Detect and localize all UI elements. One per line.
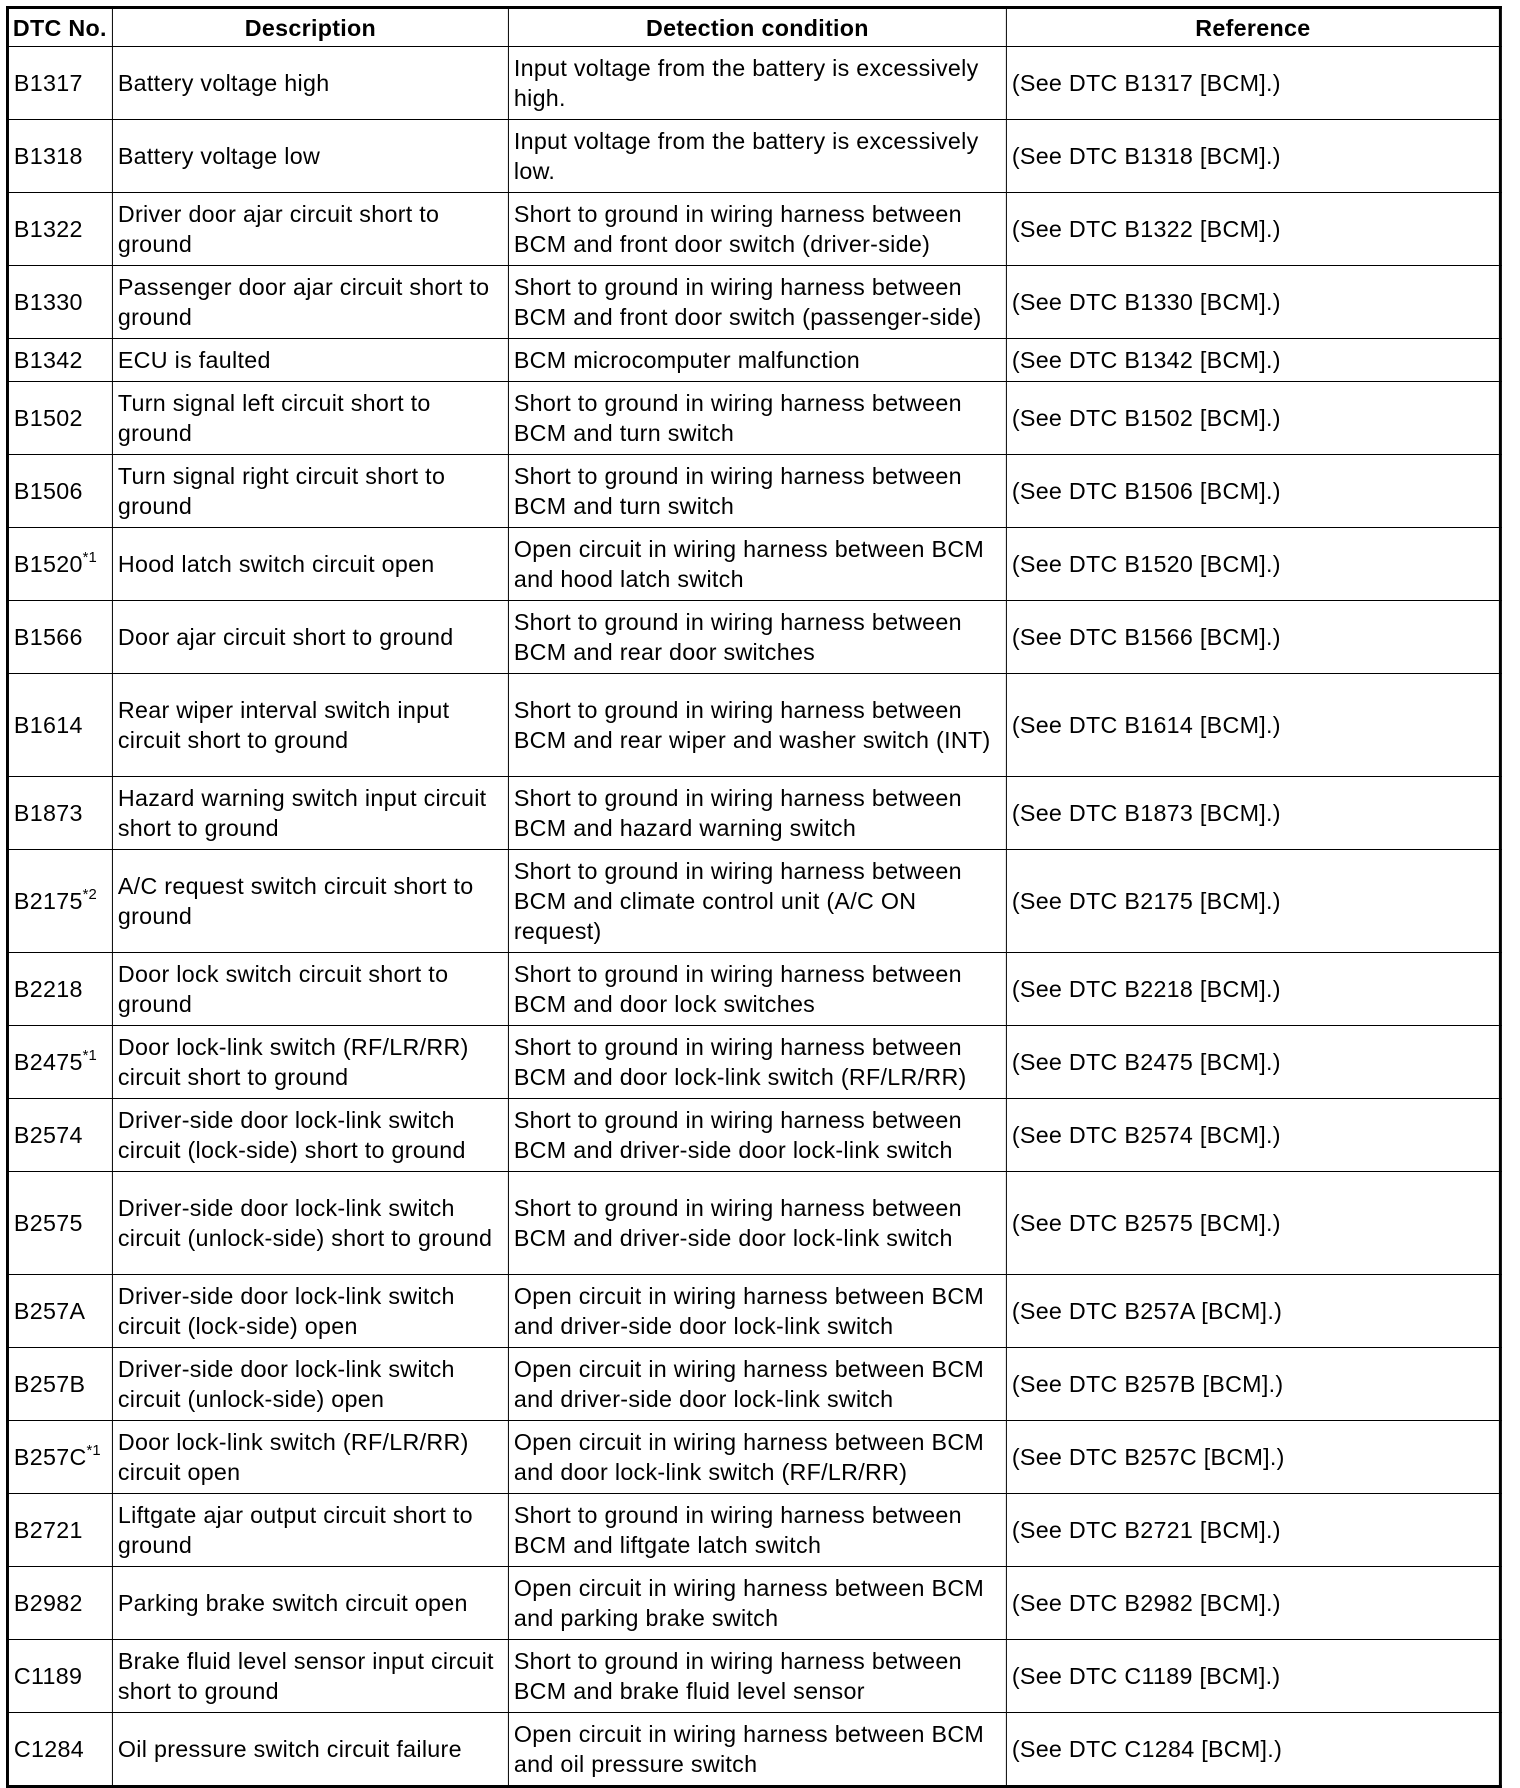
dtc-code: B2721 — [13, 1517, 83, 1543]
table-row — [7, 339, 1500, 382]
description-cell: Battery voltage low — [112, 120, 508, 193]
dtc-code: B2218 — [13, 976, 83, 1002]
reference-cell: (See DTC B257C [BCM].) — [1006, 1421, 1500, 1494]
reference-cell: (See DTC B257A [BCM].) — [1006, 1275, 1500, 1348]
dtc-cell — [7, 193, 112, 266]
dtc-cell — [7, 777, 112, 850]
condition-cell: Open circuit in wiring harness between BCM and door lock-link switch (RF/LR/RR) — [508, 1421, 1006, 1494]
dtc-cell — [7, 1494, 112, 1567]
dtc-cell — [7, 120, 112, 193]
footnote-marker: *1 — [82, 549, 97, 567]
reference-cell: (See DTC B1520 [BCM].) — [1006, 528, 1500, 601]
dtc-cell — [7, 1567, 112, 1640]
condition-cell: Short to ground in wiring harness between BCM and turn switch — [508, 382, 1006, 455]
dtc-cell — [7, 1172, 112, 1275]
description-cell: Battery voltage high — [112, 47, 508, 120]
reference-cell: (See DTC B2575 [BCM].) — [1006, 1172, 1500, 1275]
description-cell: ECU is faulted — [112, 339, 508, 382]
table-row — [7, 266, 1500, 339]
condition-cell: Short to ground in wiring harness between BCM and rear wiper and washer switch (INT) — [508, 674, 1006, 777]
reference-cell: (See DTC B1873 [BCM].) — [1006, 777, 1500, 850]
header-dtc-no: DTC No. — [7, 8, 112, 47]
table-row — [7, 455, 1500, 528]
reference-cell: (See DTC B1318 [BCM].) — [1006, 120, 1500, 193]
table-row — [7, 1026, 1500, 1099]
description-cell: A/C request switch circuit short to ground — [112, 850, 508, 953]
dtc-code: B1614 — [13, 712, 83, 738]
dtc-code: B1502 — [13, 405, 83, 431]
footnote-marker: *2 — [82, 886, 97, 904]
document-page — [6, 6, 1499, 1777]
reference-cell: (See DTC B257B [BCM].) — [1006, 1348, 1500, 1421]
description-cell: Door lock-link switch (RF/LR/RR) circuit open — [112, 1421, 508, 1494]
dtc-cell — [7, 266, 112, 339]
table-row — [7, 1567, 1500, 1640]
table-row — [7, 674, 1500, 777]
reference-cell: (See DTC B1566 [BCM].) — [1006, 601, 1500, 674]
reference-cell: (See DTC B1317 [BCM].) — [1006, 47, 1500, 120]
table-row — [7, 1713, 1500, 1787]
dtc-code: B257B — [13, 1371, 86, 1397]
description-cell: Driver-side door lock-link switch circuit (lock-side) open — [112, 1275, 508, 1348]
reference-cell: (See DTC C1189 [BCM].) — [1006, 1640, 1500, 1713]
description-cell: Parking brake switch circuit open — [112, 1567, 508, 1640]
description-cell: Hazard warning switch input circuit short to ground — [112, 777, 508, 850]
condition-cell: Short to ground in wiring harness between BCM and hazard warning switch — [508, 777, 1006, 850]
dtc-cell — [7, 601, 112, 674]
dtc-code: B1506 — [13, 478, 83, 504]
dtc-cell — [7, 850, 112, 953]
dtc-code: B1566 — [13, 624, 83, 650]
table-row — [7, 1172, 1500, 1275]
condition-cell: Input voltage from the battery is excessively low. — [508, 120, 1006, 193]
reference-cell: (See DTC B1342 [BCM].) — [1006, 339, 1500, 382]
condition-cell: Short to ground in wiring harness between BCM and driver-side door lock-link switch — [508, 1099, 1006, 1172]
table-row — [7, 601, 1500, 674]
condition-cell: Short to ground in wiring harness between BCM and rear door switches — [508, 601, 1006, 674]
table-row — [7, 777, 1500, 850]
reference-cell: (See DTC B2721 [BCM].) — [1006, 1494, 1500, 1567]
condition-cell: Short to ground in wiring harness between BCM and front door switch (driver-side) — [508, 193, 1006, 266]
dtc-cell — [7, 1640, 112, 1713]
reference-cell: (See DTC B2475 [BCM].) — [1006, 1026, 1500, 1099]
dtc-cell — [7, 1421, 112, 1494]
condition-cell: Short to ground in wiring harness between BCM and door lock-link switch (RF/LR/RR) — [508, 1026, 1006, 1099]
table-row — [7, 1099, 1500, 1172]
footnote-marker: *1 — [82, 1047, 97, 1065]
header-detection-condition: Detection condition — [508, 8, 1006, 47]
dtc-cell — [7, 674, 112, 777]
table-row — [7, 953, 1500, 1026]
reference-cell: (See DTC B2574 [BCM].) — [1006, 1099, 1500, 1172]
dtc-code: B257A — [13, 1298, 86, 1324]
condition-cell: Short to ground in wiring harness between BCM and climate control unit (A/C ON request) — [508, 850, 1006, 953]
condition-cell: Open circuit in wiring harness between BCM and parking brake switch — [508, 1567, 1006, 1640]
table-row — [7, 850, 1500, 953]
dtc-cell — [7, 1275, 112, 1348]
dtc-code: B1317 — [13, 70, 83, 96]
dtc-code: B2175 — [13, 888, 83, 914]
description-cell: Door ajar circuit short to ground — [112, 601, 508, 674]
dtc-code: B2574 — [13, 1122, 83, 1148]
condition-cell: Short to ground in wiring harness between BCM and brake fluid level sensor — [508, 1640, 1006, 1713]
table-row — [7, 1348, 1500, 1421]
description-cell: Driver-side door lock-link switch circuit (unlock-side) open — [112, 1348, 508, 1421]
header-description: Description — [112, 8, 508, 47]
condition-cell: Open circuit in wiring harness between BCM and driver-side door lock-link switch — [508, 1348, 1006, 1421]
table-row — [7, 382, 1500, 455]
table-row — [7, 1494, 1500, 1567]
condition-cell: Short to ground in wiring harness between BCM and front door switch (passenger-side) — [508, 266, 1006, 339]
dtc-cell — [7, 1348, 112, 1421]
table-row — [7, 120, 1500, 193]
reference-cell: (See DTC B1330 [BCM].) — [1006, 266, 1500, 339]
reference-cell: (See DTC B2982 [BCM].) — [1006, 1567, 1500, 1640]
dtc-code: B1342 — [13, 347, 83, 373]
table-row — [7, 193, 1500, 266]
description-cell: Liftgate ajar output circuit short to ground — [112, 1494, 508, 1567]
dtc-code: C1284 — [13, 1736, 84, 1762]
reference-cell: (See DTC B1322 [BCM].) — [1006, 193, 1500, 266]
dtc-code: B2982 — [13, 1590, 83, 1616]
dtc-cell — [7, 953, 112, 1026]
dtc-cell — [7, 339, 112, 382]
dtc-code: C1189 — [13, 1663, 83, 1689]
dtc-code: B1330 — [13, 289, 83, 315]
table-row — [7, 1275, 1500, 1348]
condition-cell: Open circuit in wiring harness between BCM and hood latch switch — [508, 528, 1006, 601]
condition-cell: BCM microcomputer malfunction — [508, 339, 1006, 382]
description-cell: Door lock-link switch (RF/LR/RR) circuit short to ground — [112, 1026, 508, 1099]
footnote-marker: *1 — [86, 1442, 101, 1460]
table-row — [7, 528, 1500, 601]
dtc-code: B1318 — [13, 143, 83, 169]
description-cell: Hood latch switch circuit open — [112, 528, 508, 601]
dtc-code: B1873 — [13, 800, 83, 826]
reference-cell: (See DTC B1614 [BCM].) — [1006, 674, 1500, 777]
condition-cell: Short to ground in wiring harness between BCM and turn switch — [508, 455, 1006, 528]
condition-cell: Open circuit in wiring harness between BCM and oil pressure switch — [508, 1713, 1006, 1787]
dtc-cell — [7, 1713, 112, 1787]
condition-cell: Input voltage from the battery is excessively high. — [508, 47, 1006, 120]
description-cell: Turn signal right circuit short to ground — [112, 455, 508, 528]
dtc-cell — [7, 47, 112, 120]
description-cell: Door lock switch circuit short to ground — [112, 953, 508, 1026]
description-cell: Driver-side door lock-link switch circuit (lock-side) short to ground — [112, 1099, 508, 1172]
dtc-table — [6, 6, 1502, 1788]
description-cell: Passenger door ajar circuit short to ground — [112, 266, 508, 339]
dtc-cell — [7, 1099, 112, 1172]
condition-cell: Short to ground in wiring harness between BCM and driver-side door lock-link switch — [508, 1172, 1006, 1275]
dtc-cell — [7, 1026, 112, 1099]
description-cell: Brake fluid level sensor input circuit short to ground — [112, 1640, 508, 1713]
dtc-cell — [7, 455, 112, 528]
description-cell: Oil pressure switch circuit failure — [112, 1713, 508, 1787]
table-row — [7, 1421, 1500, 1494]
reference-cell: (See DTC B1502 [BCM].) — [1006, 382, 1500, 455]
header-row — [7, 8, 1500, 47]
dtc-cell — [7, 382, 112, 455]
table-row — [7, 47, 1500, 120]
dtc-code: B257C — [13, 1444, 87, 1470]
reference-cell: (See DTC B1506 [BCM].) — [1006, 455, 1500, 528]
dtc-code: B2475 — [13, 1049, 83, 1075]
dtc-code: B1520 — [13, 551, 83, 577]
dtc-cell — [7, 528, 112, 601]
reference-cell: (See DTC B2175 [BCM].) — [1006, 850, 1500, 953]
table-row — [7, 1640, 1500, 1713]
condition-cell: Open circuit in wiring harness between BCM and driver-side door lock-link switch — [508, 1275, 1006, 1348]
condition-cell: Short to ground in wiring harness between BCM and liftgate latch switch — [508, 1494, 1006, 1567]
description-cell: Turn signal left circuit short to ground — [112, 382, 508, 455]
dtc-code: B2575 — [13, 1210, 83, 1236]
header-reference: Reference — [1006, 8, 1500, 47]
dtc-code: B1322 — [13, 216, 83, 242]
description-cell: Rear wiper interval switch input circuit short to ground — [112, 674, 508, 777]
reference-cell: (See DTC B2218 [BCM].) — [1006, 953, 1500, 1026]
description-cell: Driver-side door lock-link switch circuit (unlock-side) short to ground — [112, 1172, 508, 1275]
reference-cell: (See DTC C1284 [BCM].) — [1006, 1713, 1500, 1787]
condition-cell: Short to ground in wiring harness between BCM and door lock switches — [508, 953, 1006, 1026]
description-cell: Driver door ajar circuit short to ground — [112, 193, 508, 266]
